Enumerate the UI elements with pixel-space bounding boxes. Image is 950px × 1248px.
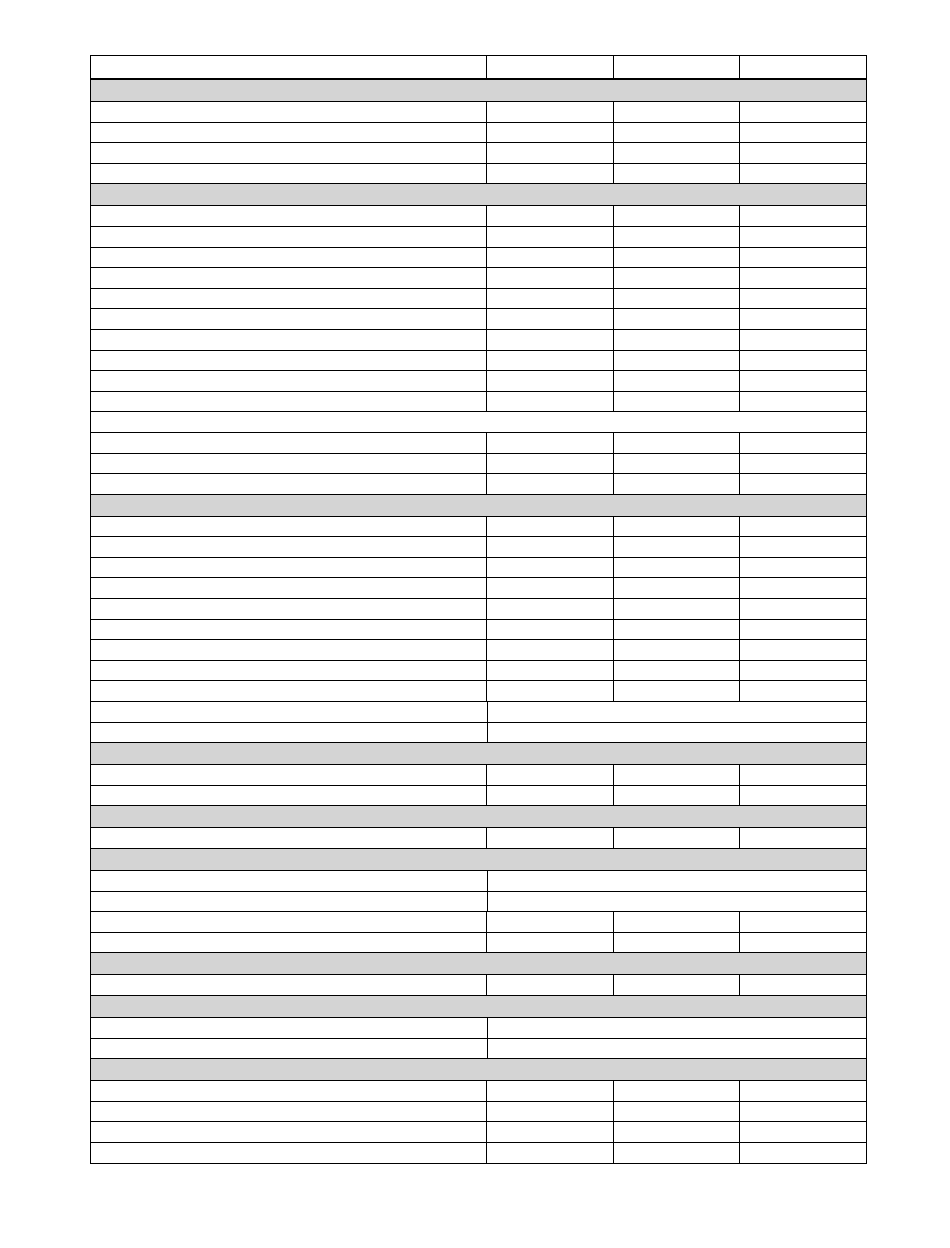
value-cell-1 — [486, 558, 613, 578]
value-cell-1 — [486, 517, 613, 537]
value-cell-3 — [739, 143, 866, 163]
value-cell-2 — [613, 933, 740, 953]
value-cell-3 — [739, 933, 866, 953]
value-cell-3 — [739, 433, 866, 453]
value-cell-2 — [613, 975, 740, 995]
row-label-cell — [91, 871, 487, 891]
value-cell-1 — [486, 933, 613, 953]
value-cell-3 — [739, 537, 866, 557]
row-label-cell — [91, 702, 487, 722]
header-label-cell — [91, 56, 486, 78]
row-label-cell — [91, 537, 486, 557]
merged-cell — [91, 412, 866, 432]
merged-value-cell — [487, 1018, 866, 1038]
value-cell-3 — [739, 681, 866, 701]
value-cell-1 — [486, 578, 613, 598]
value-cell-3 — [739, 1102, 866, 1122]
merged-value-cell — [487, 702, 866, 722]
value-cell-3 — [739, 1143, 866, 1163]
table-row — [91, 142, 866, 163]
value-cell-2 — [613, 599, 740, 619]
section-title — [91, 849, 866, 870]
table-row — [91, 974, 866, 995]
value-cell-2 — [613, 765, 740, 785]
row-label-cell — [91, 330, 486, 350]
table-row — [91, 870, 866, 891]
section-title — [91, 184, 866, 205]
section-header-row — [91, 1058, 866, 1080]
row-label-cell — [91, 681, 486, 701]
row-label-cell — [91, 975, 486, 995]
value-cell-1 — [486, 143, 613, 163]
section-title — [91, 495, 866, 516]
table-row — [91, 680, 866, 701]
row-label-cell — [91, 517, 486, 537]
table-row — [91, 516, 866, 537]
value-cell-1 — [486, 351, 613, 371]
value-cell-3 — [739, 351, 866, 371]
row-label-cell — [91, 143, 486, 163]
value-cell-3 — [739, 227, 866, 247]
row-label-cell — [91, 1081, 486, 1101]
value-cell-1 — [486, 640, 613, 660]
table-row — [91, 370, 866, 391]
spreadsheet-table — [90, 55, 867, 1164]
row-label-cell — [91, 723, 487, 743]
table-row — [91, 660, 866, 681]
value-cell-1 — [486, 1122, 613, 1142]
value-cell-2 — [613, 558, 740, 578]
value-cell-3 — [739, 102, 866, 122]
table-row — [91, 619, 866, 640]
row-label-cell — [91, 578, 486, 598]
section-header-row — [91, 848, 866, 870]
table-row — [91, 764, 866, 785]
table-row — [91, 391, 866, 412]
row-label-cell — [91, 912, 486, 932]
value-cell-1 — [486, 661, 613, 681]
section-header-row — [91, 952, 866, 974]
row-label-cell — [91, 248, 486, 268]
section-title — [91, 953, 866, 974]
value-cell-1 — [486, 1102, 613, 1122]
value-cell-1 — [486, 599, 613, 619]
table-row — [91, 432, 866, 453]
value-cell-1 — [486, 371, 613, 391]
row-label-cell — [91, 1018, 487, 1038]
value-cell-1 — [486, 433, 613, 453]
value-cell-3 — [739, 640, 866, 660]
value-cell-3 — [739, 1081, 866, 1101]
value-cell-2 — [613, 351, 740, 371]
table-row — [91, 1038, 866, 1059]
value-cell-2 — [613, 537, 740, 557]
value-cell-2 — [613, 640, 740, 660]
value-cell-1 — [486, 289, 613, 309]
row-label-cell — [91, 164, 486, 184]
value-cell-1 — [486, 1143, 613, 1163]
section-title — [91, 80, 866, 101]
value-cell-2 — [613, 433, 740, 453]
value-cell-1 — [486, 912, 613, 932]
row-label-cell — [91, 351, 486, 371]
value-cell-1 — [486, 975, 613, 995]
value-cell-1 — [486, 1081, 613, 1101]
value-cell-3 — [739, 828, 866, 848]
section-header-row — [91, 742, 866, 764]
row-label-cell — [91, 786, 486, 806]
row-label-cell — [91, 102, 486, 122]
table-row — [91, 1101, 866, 1122]
value-cell-2 — [613, 309, 740, 329]
row-label-cell — [91, 661, 486, 681]
row-label-cell — [91, 599, 486, 619]
table-row — [91, 911, 866, 932]
section-title — [91, 743, 866, 764]
section-title — [91, 1059, 866, 1080]
value-cell-3 — [739, 123, 866, 143]
value-cell-2 — [613, 143, 740, 163]
row-label-cell — [91, 309, 486, 329]
table-row — [91, 101, 866, 122]
value-cell-3 — [739, 392, 866, 412]
value-cell-1 — [486, 537, 613, 557]
merged-row — [91, 411, 866, 432]
value-cell-2 — [613, 164, 740, 184]
table-row — [91, 226, 866, 247]
table-row — [91, 577, 866, 598]
value-cell-2 — [613, 268, 740, 288]
value-cell-1 — [486, 102, 613, 122]
table-row — [91, 453, 866, 474]
value-cell-1 — [486, 786, 613, 806]
table-row — [91, 350, 866, 371]
value-cell-1 — [486, 392, 613, 412]
value-cell-1 — [486, 454, 613, 474]
row-label-cell — [91, 433, 486, 453]
table-row — [91, 639, 866, 660]
table-row — [91, 205, 866, 226]
table-row — [91, 329, 866, 350]
table-row — [91, 1121, 866, 1142]
section-header-row — [91, 79, 866, 101]
merged-value-cell — [487, 871, 866, 891]
table-row — [91, 598, 866, 619]
value-cell-1 — [486, 227, 613, 247]
row-label-cell — [91, 558, 486, 578]
value-cell-3 — [739, 578, 866, 598]
value-cell-2 — [613, 248, 740, 268]
value-cell-2 — [613, 454, 740, 474]
value-cell-3 — [739, 330, 866, 350]
value-cell-3 — [739, 786, 866, 806]
value-cell-2 — [613, 786, 740, 806]
row-label-cell — [91, 1102, 486, 1122]
value-cell-1 — [486, 206, 613, 226]
table-row — [91, 827, 866, 848]
section-header-row — [91, 995, 866, 1017]
row-label-cell — [91, 892, 487, 912]
table-row — [91, 1017, 866, 1038]
value-cell-2 — [613, 620, 740, 640]
value-cell-2 — [613, 912, 740, 932]
value-cell-1 — [486, 681, 613, 701]
value-cell-3 — [739, 164, 866, 184]
value-cell-2 — [613, 828, 740, 848]
table-row — [91, 163, 866, 184]
table-row — [91, 1142, 866, 1163]
value-cell-3 — [739, 599, 866, 619]
value-cell-3 — [739, 454, 866, 474]
value-cell-2 — [613, 227, 740, 247]
value-cell-1 — [486, 828, 613, 848]
value-cell-1 — [486, 330, 613, 350]
section-title — [91, 996, 866, 1017]
table-row — [91, 557, 866, 578]
row-label-cell — [91, 206, 486, 226]
value-cell-1 — [486, 248, 613, 268]
value-cell-2 — [613, 1143, 740, 1163]
row-label-cell — [91, 268, 486, 288]
row-label-cell — [91, 1039, 487, 1059]
value-cell-3 — [739, 309, 866, 329]
row-label-cell — [91, 123, 486, 143]
value-cell-2 — [613, 289, 740, 309]
table-row — [91, 288, 866, 309]
value-cell-3 — [739, 912, 866, 932]
row-label-cell — [91, 1122, 486, 1142]
value-cell-2 — [613, 392, 740, 412]
value-cell-1 — [486, 474, 613, 494]
section-header-row — [91, 805, 866, 827]
value-cell-1 — [486, 765, 613, 785]
value-cell-2 — [613, 517, 740, 537]
value-cell-1 — [486, 268, 613, 288]
row-label-cell — [91, 828, 486, 848]
value-cell-3 — [739, 289, 866, 309]
header-col3-cell — [739, 56, 866, 78]
header-col2-cell — [613, 56, 740, 78]
row-label-cell — [91, 289, 486, 309]
table-header-row — [91, 56, 866, 79]
row-label-cell — [91, 933, 486, 953]
value-cell-3 — [739, 975, 866, 995]
table-row — [91, 785, 866, 806]
value-cell-2 — [613, 661, 740, 681]
table-row — [91, 247, 866, 268]
value-cell-2 — [613, 1102, 740, 1122]
value-cell-3 — [739, 474, 866, 494]
value-cell-3 — [739, 620, 866, 640]
value-cell-3 — [739, 558, 866, 578]
value-cell-3 — [739, 371, 866, 391]
value-cell-1 — [486, 620, 613, 640]
table-row — [91, 267, 866, 288]
row-label-cell — [91, 1143, 486, 1163]
value-cell-1 — [486, 123, 613, 143]
merged-value-cell — [487, 723, 866, 743]
value-cell-2 — [613, 371, 740, 391]
row-label-cell — [91, 454, 486, 474]
table-row — [91, 1080, 866, 1101]
row-label-cell — [91, 371, 486, 391]
table-row — [91, 932, 866, 953]
value-cell-3 — [739, 206, 866, 226]
value-cell-2 — [613, 681, 740, 701]
section-header-row — [91, 183, 866, 205]
table-row — [91, 308, 866, 329]
header-col1-cell — [486, 56, 613, 78]
row-label-cell — [91, 620, 486, 640]
value-cell-3 — [739, 517, 866, 537]
value-cell-2 — [613, 578, 740, 598]
row-label-cell — [91, 392, 486, 412]
value-cell-2 — [613, 123, 740, 143]
table-row — [91, 473, 866, 494]
merged-value-cell — [487, 892, 866, 912]
value-cell-3 — [739, 248, 866, 268]
section-title — [91, 806, 866, 827]
value-cell-2 — [613, 474, 740, 494]
value-cell-1 — [486, 309, 613, 329]
row-label-cell — [91, 227, 486, 247]
section-header-row — [91, 494, 866, 516]
row-label-cell — [91, 765, 486, 785]
value-cell-2 — [613, 1122, 740, 1142]
merged-value-cell — [487, 1039, 866, 1059]
value-cell-3 — [739, 765, 866, 785]
row-label-cell — [91, 474, 486, 494]
table-row — [91, 122, 866, 143]
value-cell-3 — [739, 268, 866, 288]
value-cell-2 — [613, 102, 740, 122]
value-cell-3 — [739, 1122, 866, 1142]
value-cell-2 — [613, 330, 740, 350]
table-row — [91, 891, 866, 912]
table-row — [91, 701, 866, 722]
table-row — [91, 536, 866, 557]
value-cell-1 — [486, 164, 613, 184]
row-label-cell — [91, 640, 486, 660]
table-row — [91, 722, 866, 743]
value-cell-2 — [613, 206, 740, 226]
value-cell-3 — [739, 661, 866, 681]
value-cell-2 — [613, 1081, 740, 1101]
